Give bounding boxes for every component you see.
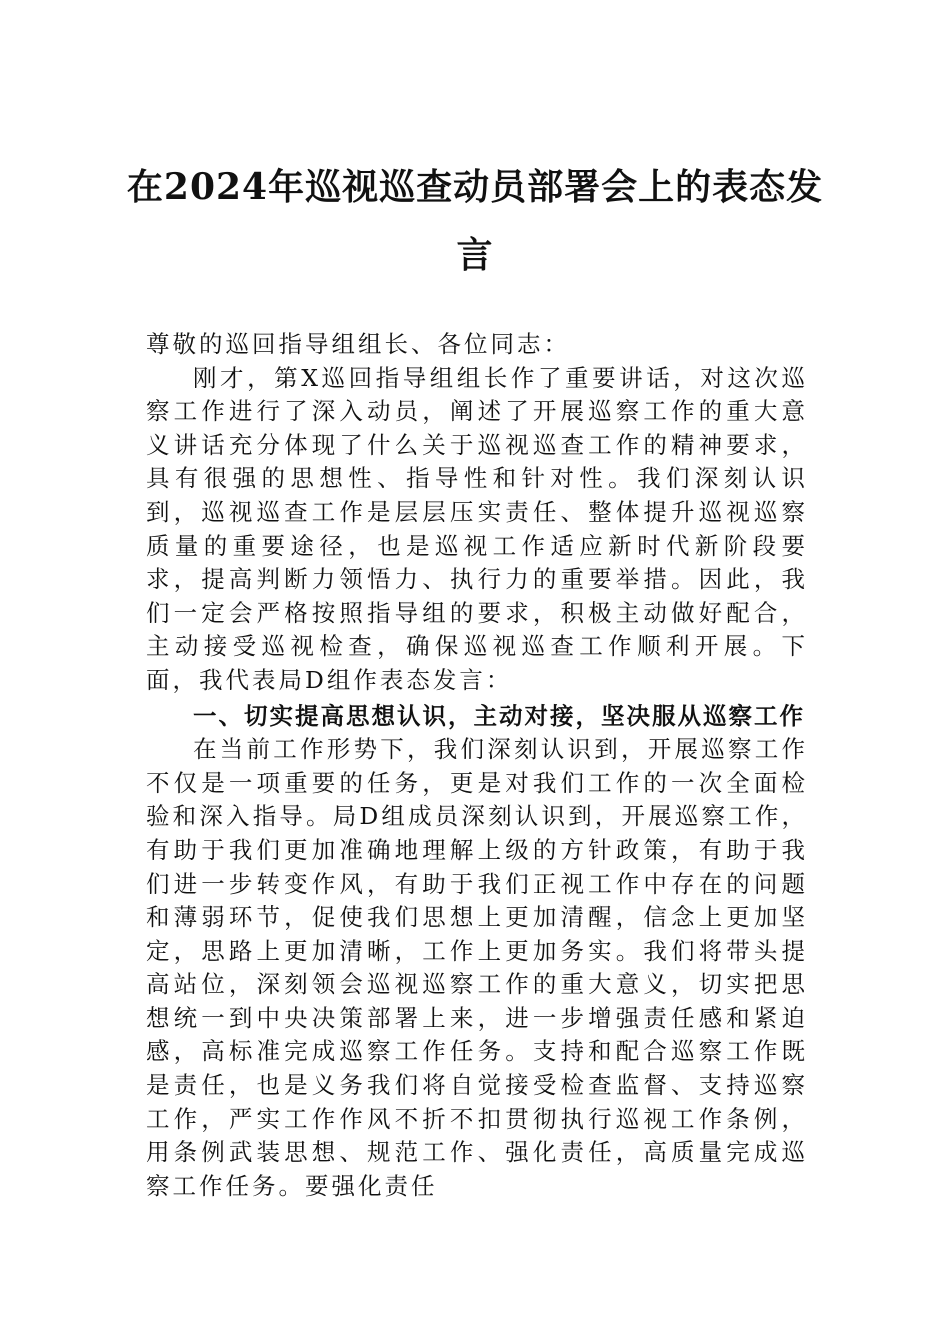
section-heading-1: 一、切实提高思想认识，主动对接，坚决服从巡察工作 (193, 701, 805, 730)
title-line-1: 在2024年巡视巡查动员部署会上的表态发 (126, 166, 824, 208)
document-title (120, 160, 830, 282)
salutation: 尊敬的巡回指导组组长、各位同志： (146, 330, 570, 358)
paragraph-intro: 刚才，第X巡回指导组组长作了重要讲话，对这次巡察工作进行了深入动员，阐述了开展巡察工作的重大意义讲话充分体现了什么关于巡视巡查工作的精神要求，具有很强的思想性、指导性和针对性。我们深刻认识到，巡视巡查工作是层层压实责任、整体提升巡视巡察质量的重要途径，也是巡视工作适应新时代新阶段要求，提高判断力领悟力、执行力的重要举措。因此，我们一定会严格按照指导组的要求，积极主动做好配合，主动接受巡视检查，确保巡视巡查工作顺利开展。下面，我代表局D组作表态发言： (146, 363, 808, 694)
title-line-2: 言 (456, 234, 494, 276)
document-body (146, 328, 808, 1203)
paragraph-section-1: 在当前工作形势下，我们深刻认识到，开展巡察工作不仅是一项重要的任务，更是对我们工作的一次全面检验和深入指导。局D组成员深刻认识到，开展巡察工作，有助于我们更加准确地理解上级的方针政策，有助于我们进一步转变作风，有助于我们正视工作中存在的问题和薄弱环节，促使我们思想上更加清醒，信念上更加坚定，思路上更加清晰，工作上更加务实。我们将带头提高站位，深刻领会巡视巡察工作的重大意义，切实把思想统一到中央决策部署上来，进一步增强责任感和紧迫感，高标准完成巡察工作任务。支持和配合巡察工作既是责任，也是义务我们将自觉接受检查监督、支持巡察工作，严实工作作风不折不扣贯彻执行巡视工作条例，用条例武装思想、规范工作、强化责任，高质量完成巡察工作任务。要强化责任 (146, 735, 808, 1200)
